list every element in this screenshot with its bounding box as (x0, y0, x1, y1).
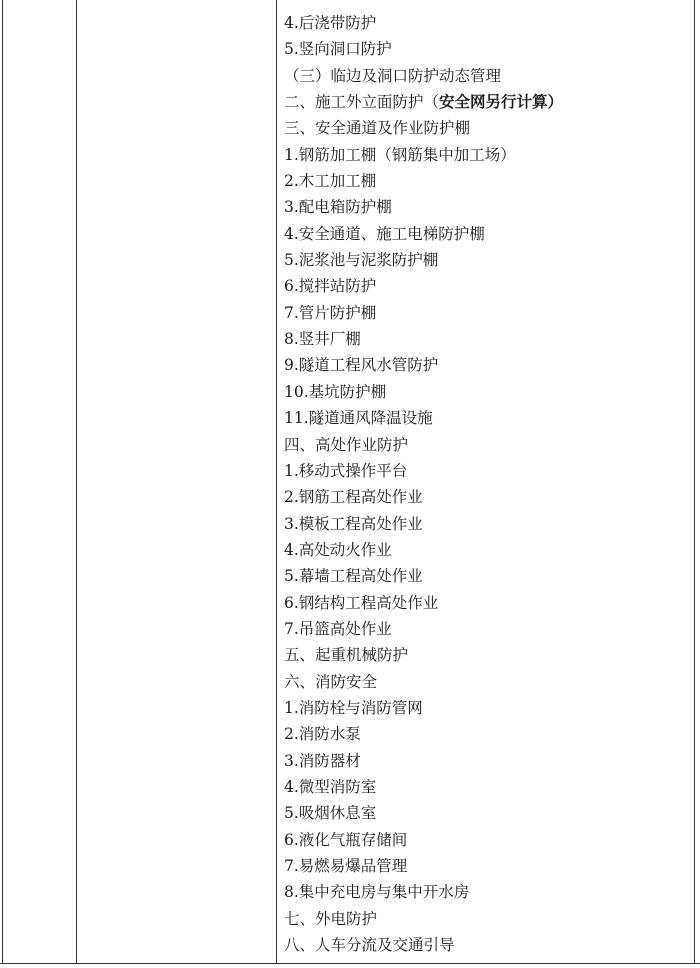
list-item (284, 748, 684, 774)
list-item-text: 七、外电防护 (284, 909, 378, 928)
list-item (284, 563, 684, 589)
list-item-text: 4.后浇带防护 (284, 14, 377, 32)
list-item-text: 7.管片防护棚 (284, 303, 377, 322)
list-item (284, 669, 684, 695)
list-item-text: 二、施工外立面防护（ (284, 93, 440, 112)
list-item (284, 63, 684, 89)
list-item (284, 194, 684, 220)
list-item (284, 721, 684, 747)
list-item-text: 5.竖向洞口防护 (284, 40, 392, 59)
list-item (284, 379, 684, 405)
list-item-text: 2.消防水泵 (284, 725, 361, 744)
list-item-text: 6.钢结构工程高处作业 (284, 593, 439, 612)
list-item (284, 142, 684, 168)
table-border-left (2, 0, 3, 964)
list-item-text: （三）临边及洞口防护动态管理 (284, 66, 502, 85)
table-border-right (694, 0, 695, 964)
list-item (284, 168, 684, 194)
list-item (284, 247, 684, 273)
list-item (284, 695, 684, 721)
list-item (284, 879, 684, 905)
list-item-text: 7.吊篮高处作业 (284, 619, 392, 638)
list-item-text: 5.幕墙工程高处作业 (284, 567, 423, 586)
list-item (284, 853, 684, 879)
list-item (284, 906, 684, 932)
list-item (284, 642, 684, 668)
list-item (284, 89, 684, 115)
list-item-text: 8.集中充电房与集中开水房 (284, 883, 470, 902)
list-item-text: 5.泥浆池与泥浆防护棚 (284, 251, 439, 270)
list-item (284, 326, 684, 352)
list-item-text: 3.模板工程高处作业 (284, 514, 423, 533)
table-column-divider-1 (76, 0, 77, 964)
list-item-text: 1.钢筋加工棚（钢筋集中加工场） (284, 145, 516, 164)
list-item-text: 7.易燃易爆品管理 (284, 857, 408, 875)
list-item-text: 8.竖井厂棚 (284, 330, 361, 349)
list-item-text: 10.基坑防护棚 (284, 382, 387, 401)
content-column (284, 10, 684, 958)
list-item (284, 221, 684, 247)
table-bottom-border (0, 963, 700, 964)
list-item (284, 300, 684, 326)
list-item (284, 432, 684, 458)
list-item-text: 四、高处作业防护 (284, 435, 409, 454)
list-item-text: 11.隧道通风降温设施 (284, 409, 433, 428)
table-column-divider-2 (276, 0, 277, 964)
list-item-text: 5.吸烟休息室 (284, 804, 377, 823)
list-item (284, 774, 684, 800)
list-item-text: 4.安全通道、施工电梯防护棚 (284, 224, 485, 243)
list-item-text: 3.配电箱防护棚 (284, 198, 392, 217)
list-item-text: 4.高处动火作业 (284, 540, 392, 559)
list-item (284, 484, 684, 510)
list-item-text: 6.液化气瓶存储间 (284, 830, 408, 849)
list-item (284, 616, 684, 642)
list-item (284, 590, 684, 616)
list-item-text: 2.钢筋工程高处作业 (284, 488, 423, 507)
list-item (284, 10, 684, 36)
list-item-text: 五、起重机械防护 (284, 646, 409, 665)
list-item-text: 9.隧道工程风水管防护 (284, 356, 439, 375)
list-item (284, 800, 684, 826)
list-item-text: 六、消防安全 (284, 672, 378, 691)
list-item (284, 273, 684, 299)
list-item-text: 2.木工加工棚 (284, 172, 377, 191)
list-item (284, 36, 684, 62)
list-item-text: 八、人车分流及交通引导 (284, 936, 455, 955)
list-item (284, 115, 684, 141)
list-item-text: 1.消防栓与消防管网 (284, 698, 423, 717)
list-item-text: 6.搅拌站防护 (284, 277, 377, 296)
list-item (284, 352, 684, 378)
list-item (284, 405, 684, 431)
list-item (284, 827, 684, 853)
list-item-text: 4.微型消防室 (284, 777, 377, 796)
list-item-text: 三、安全通道及作业防护棚 (284, 119, 471, 138)
list-item-text: 1.移动式操作平台 (284, 461, 408, 480)
list-item (284, 537, 684, 563)
list-item (284, 511, 684, 537)
list-item (284, 932, 684, 958)
list-item-text: 3.消防器材 (284, 751, 361, 770)
list-item (284, 458, 684, 484)
list-item-bold-text: 安全网另行计算） (439, 92, 564, 112)
